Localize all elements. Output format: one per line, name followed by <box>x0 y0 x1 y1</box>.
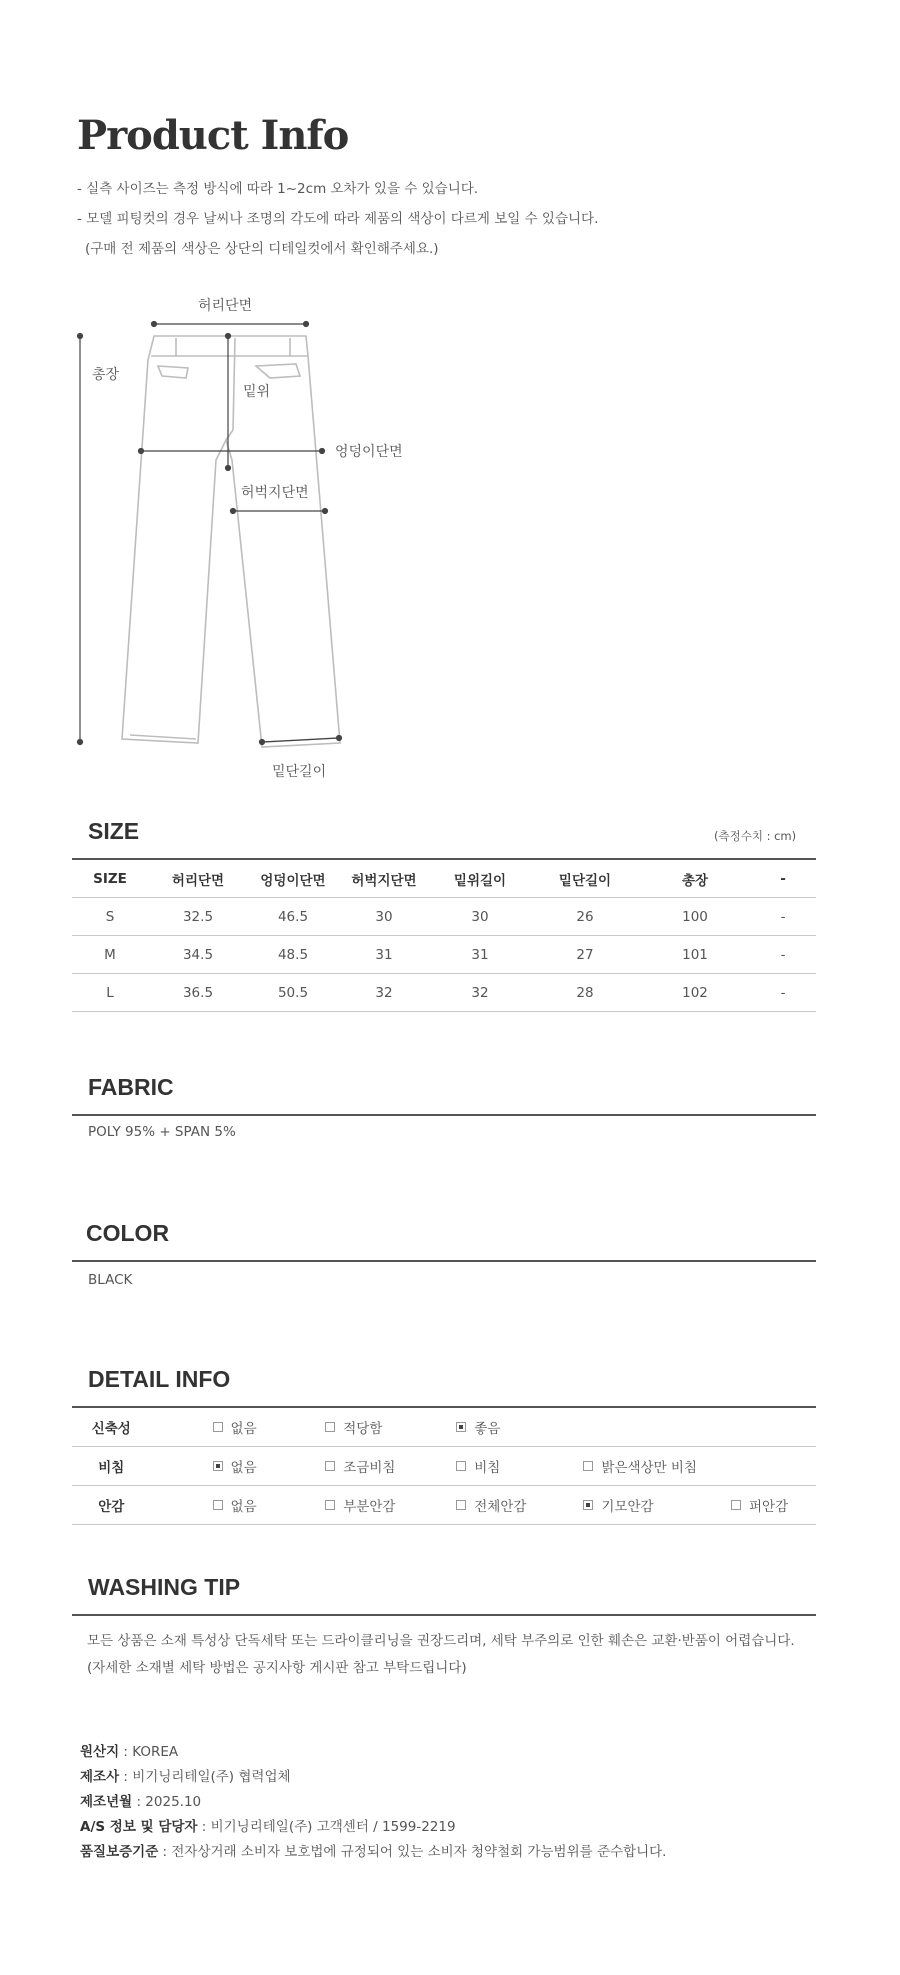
table-cell: - <box>750 898 816 936</box>
header-cell: 허벅지단면 <box>338 860 430 898</box>
checkbox-icon <box>325 1500 335 1510</box>
detail-row-stretch <box>72 1408 816 1447</box>
note-line: (구매 전 제품의 색상은 상단의 디테일컷에서 확인해주세요.) <box>85 241 439 257</box>
info-manufacture-date <box>80 1790 666 1815</box>
checkbox-icon <box>731 1500 741 1510</box>
table-cell: 31 <box>338 936 430 974</box>
header-cell: 밑단길이 <box>530 860 640 898</box>
table-cell: 31 <box>430 936 530 974</box>
table-cell: 27 <box>530 936 640 974</box>
option-label: 조금비침 <box>343 1460 396 1476</box>
table-cell: - <box>750 974 816 1012</box>
info-value: : 전자상거래 소비자 보호법에 규정되어 있는 소비자 청약철회 가능범위를 준수합니다. <box>158 1844 667 1860</box>
note-line: - 모델 피팅컷의 경우 날씨나 조명의 각도에 따라 제품의 색상이 다르게 보일 수 있습니다. <box>77 211 599 227</box>
table-cell: 32 <box>338 974 430 1012</box>
table-cell: 30 <box>338 898 430 936</box>
checkbox-icon <box>325 1422 335 1432</box>
washing-line: 모든 상품은 소재 특성상 단독세탁 또는 드라이클리닝을 권장드리며, 세탁 부주의로 인한 훼손은 교환·반품이 어렵습니다. <box>87 1633 795 1649</box>
option-stretch-moderate[interactable] <box>325 1417 382 1437</box>
info-origin <box>80 1740 666 1765</box>
option-label: 부분안감 <box>343 1499 396 1515</box>
fabric-divider <box>72 1114 816 1116</box>
option-lining-full[interactable] <box>456 1495 526 1515</box>
color-divider <box>72 1260 816 1262</box>
option-sheer-light-colors[interactable] <box>583 1456 697 1476</box>
row-label: 신축성 <box>72 1408 151 1447</box>
row-label: 안감 <box>72 1486 151 1525</box>
info-label: 제조사 <box>80 1769 120 1785</box>
info-label: A/S 정보 및 담당자 <box>80 1819 198 1835</box>
detail-row-sheerness <box>72 1447 816 1486</box>
option-lining-fur[interactable] <box>731 1495 788 1515</box>
row-label: 비침 <box>72 1447 151 1486</box>
option-label: 비침 <box>474 1460 501 1476</box>
info-label: 품질보증기준 <box>80 1844 159 1860</box>
info-as-contact <box>80 1815 666 1840</box>
info-value: : 비기닝리테일(주) 협력업체 <box>119 1769 291 1785</box>
option-label: 전체안감 <box>474 1499 527 1515</box>
table-cell: 46.5 <box>248 898 338 936</box>
info-manufacturer <box>80 1765 666 1790</box>
option-lining-brushed[interactable] <box>583 1495 653 1515</box>
fabric-value: POLY 95% + SPAN 5% <box>88 1124 236 1140</box>
washing-text <box>87 1628 795 1682</box>
table-cell: 101 <box>640 936 750 974</box>
option-label: 밝은색상만 비침 <box>601 1460 697 1476</box>
option-stretch-none[interactable] <box>213 1417 257 1437</box>
table-cell: 28 <box>530 974 640 1012</box>
table-cell: M <box>72 936 148 974</box>
option-label: 없음 <box>230 1499 257 1515</box>
table-cell: 30 <box>430 898 530 936</box>
header-cell: - <box>750 860 816 898</box>
table-cell: L <box>72 974 148 1012</box>
table-cell: 102 <box>640 974 750 1012</box>
label-hem: 밑단길이 <box>272 764 327 780</box>
product-info-list <box>80 1740 666 1865</box>
header-cell: 엉덩이단면 <box>248 860 338 898</box>
checkbox-icon <box>583 1461 593 1471</box>
detail-section-title: DETAIL INFO <box>88 1366 231 1392</box>
table-cell: 50.5 <box>248 974 338 1012</box>
unit-note: (측정수치 : cm) <box>714 829 797 843</box>
info-label: 원산지 <box>80 1744 120 1760</box>
header-cell: 허리단면 <box>148 860 248 898</box>
table-cell: 34.5 <box>148 936 248 974</box>
option-sheer-slight[interactable] <box>325 1456 395 1476</box>
detail-row-lining <box>72 1486 816 1525</box>
checkbox-icon <box>213 1500 223 1510</box>
table-cell: - <box>750 936 816 974</box>
label-total-length: 총장 <box>92 367 120 383</box>
info-value: : 2025.10 <box>132 1794 202 1810</box>
info-value: : 비기닝리테일(주) 고객센터 / 1599-2219 <box>197 1819 456 1835</box>
label-rise: 밑위 <box>243 384 271 400</box>
checkbox-icon <box>325 1461 335 1471</box>
header-cell: 총장 <box>640 860 750 898</box>
color-section-title: COLOR <box>86 1220 170 1246</box>
option-label: 퍼안감 <box>748 1499 789 1515</box>
washing-line: (자세한 소재별 세탁 방법은 공지사항 게시판 참고 부탁드립니다) <box>87 1660 467 1676</box>
table-cell: 100 <box>640 898 750 936</box>
option-label: 없음 <box>230 1460 257 1476</box>
table-cell: 26 <box>530 898 640 936</box>
option-sheer-none[interactable] <box>213 1456 257 1476</box>
header-cell: SIZE <box>72 860 148 898</box>
option-stretch-good[interactable] <box>456 1417 500 1437</box>
table-cell: 36.5 <box>148 974 248 1012</box>
table-row <box>72 898 816 936</box>
header-cell: 밑위길이 <box>430 860 530 898</box>
washing-divider <box>72 1614 816 1616</box>
washing-section-title: WASHING TIP <box>88 1574 241 1600</box>
size-section-title: SIZE <box>88 818 140 844</box>
note-line: - 실측 사이즈는 측정 방식에 따라 1~2cm 오차가 있을 수 있습니다. <box>77 181 479 197</box>
info-value: : KOREA <box>119 1744 179 1760</box>
checkbox-icon <box>456 1500 466 1510</box>
checked-box-icon <box>213 1461 223 1471</box>
fabric-section-title: FABRIC <box>88 1074 174 1100</box>
checked-box-icon <box>456 1422 466 1432</box>
option-label: 없음 <box>230 1421 257 1437</box>
option-sheer[interactable] <box>456 1456 500 1476</box>
table-cell: 48.5 <box>248 936 338 974</box>
label-thigh: 허벅지단면 <box>241 485 309 501</box>
option-label: 기모안감 <box>601 1499 654 1515</box>
pants-outline-icon <box>122 336 340 747</box>
checked-box-icon <box>583 1500 593 1510</box>
table-cell: 32 <box>430 974 530 1012</box>
table-header-row <box>72 860 816 898</box>
table-cell: S <box>72 898 148 936</box>
checkbox-icon <box>213 1422 223 1432</box>
table-cell: 32.5 <box>148 898 248 936</box>
size-table <box>72 860 816 1012</box>
option-lining-none[interactable] <box>213 1495 257 1515</box>
option-label: 좋음 <box>474 1421 501 1437</box>
size-notes <box>77 174 598 264</box>
table-row <box>72 974 816 1012</box>
detail-table <box>72 1408 816 1525</box>
color-value: BLACK <box>88 1272 133 1288</box>
checkbox-icon <box>456 1461 466 1471</box>
info-label: 제조년월 <box>80 1794 133 1810</box>
option-label: 적당함 <box>343 1421 383 1437</box>
page-title: Product Info <box>77 112 349 159</box>
pants-measurement-diagram <box>0 280 900 800</box>
label-hip: 엉덩이단면 <box>335 444 403 460</box>
label-waist: 허리단면 <box>198 298 253 314</box>
option-lining-partial[interactable] <box>325 1495 395 1515</box>
info-quality-standard <box>80 1840 666 1865</box>
table-row <box>72 936 816 974</box>
